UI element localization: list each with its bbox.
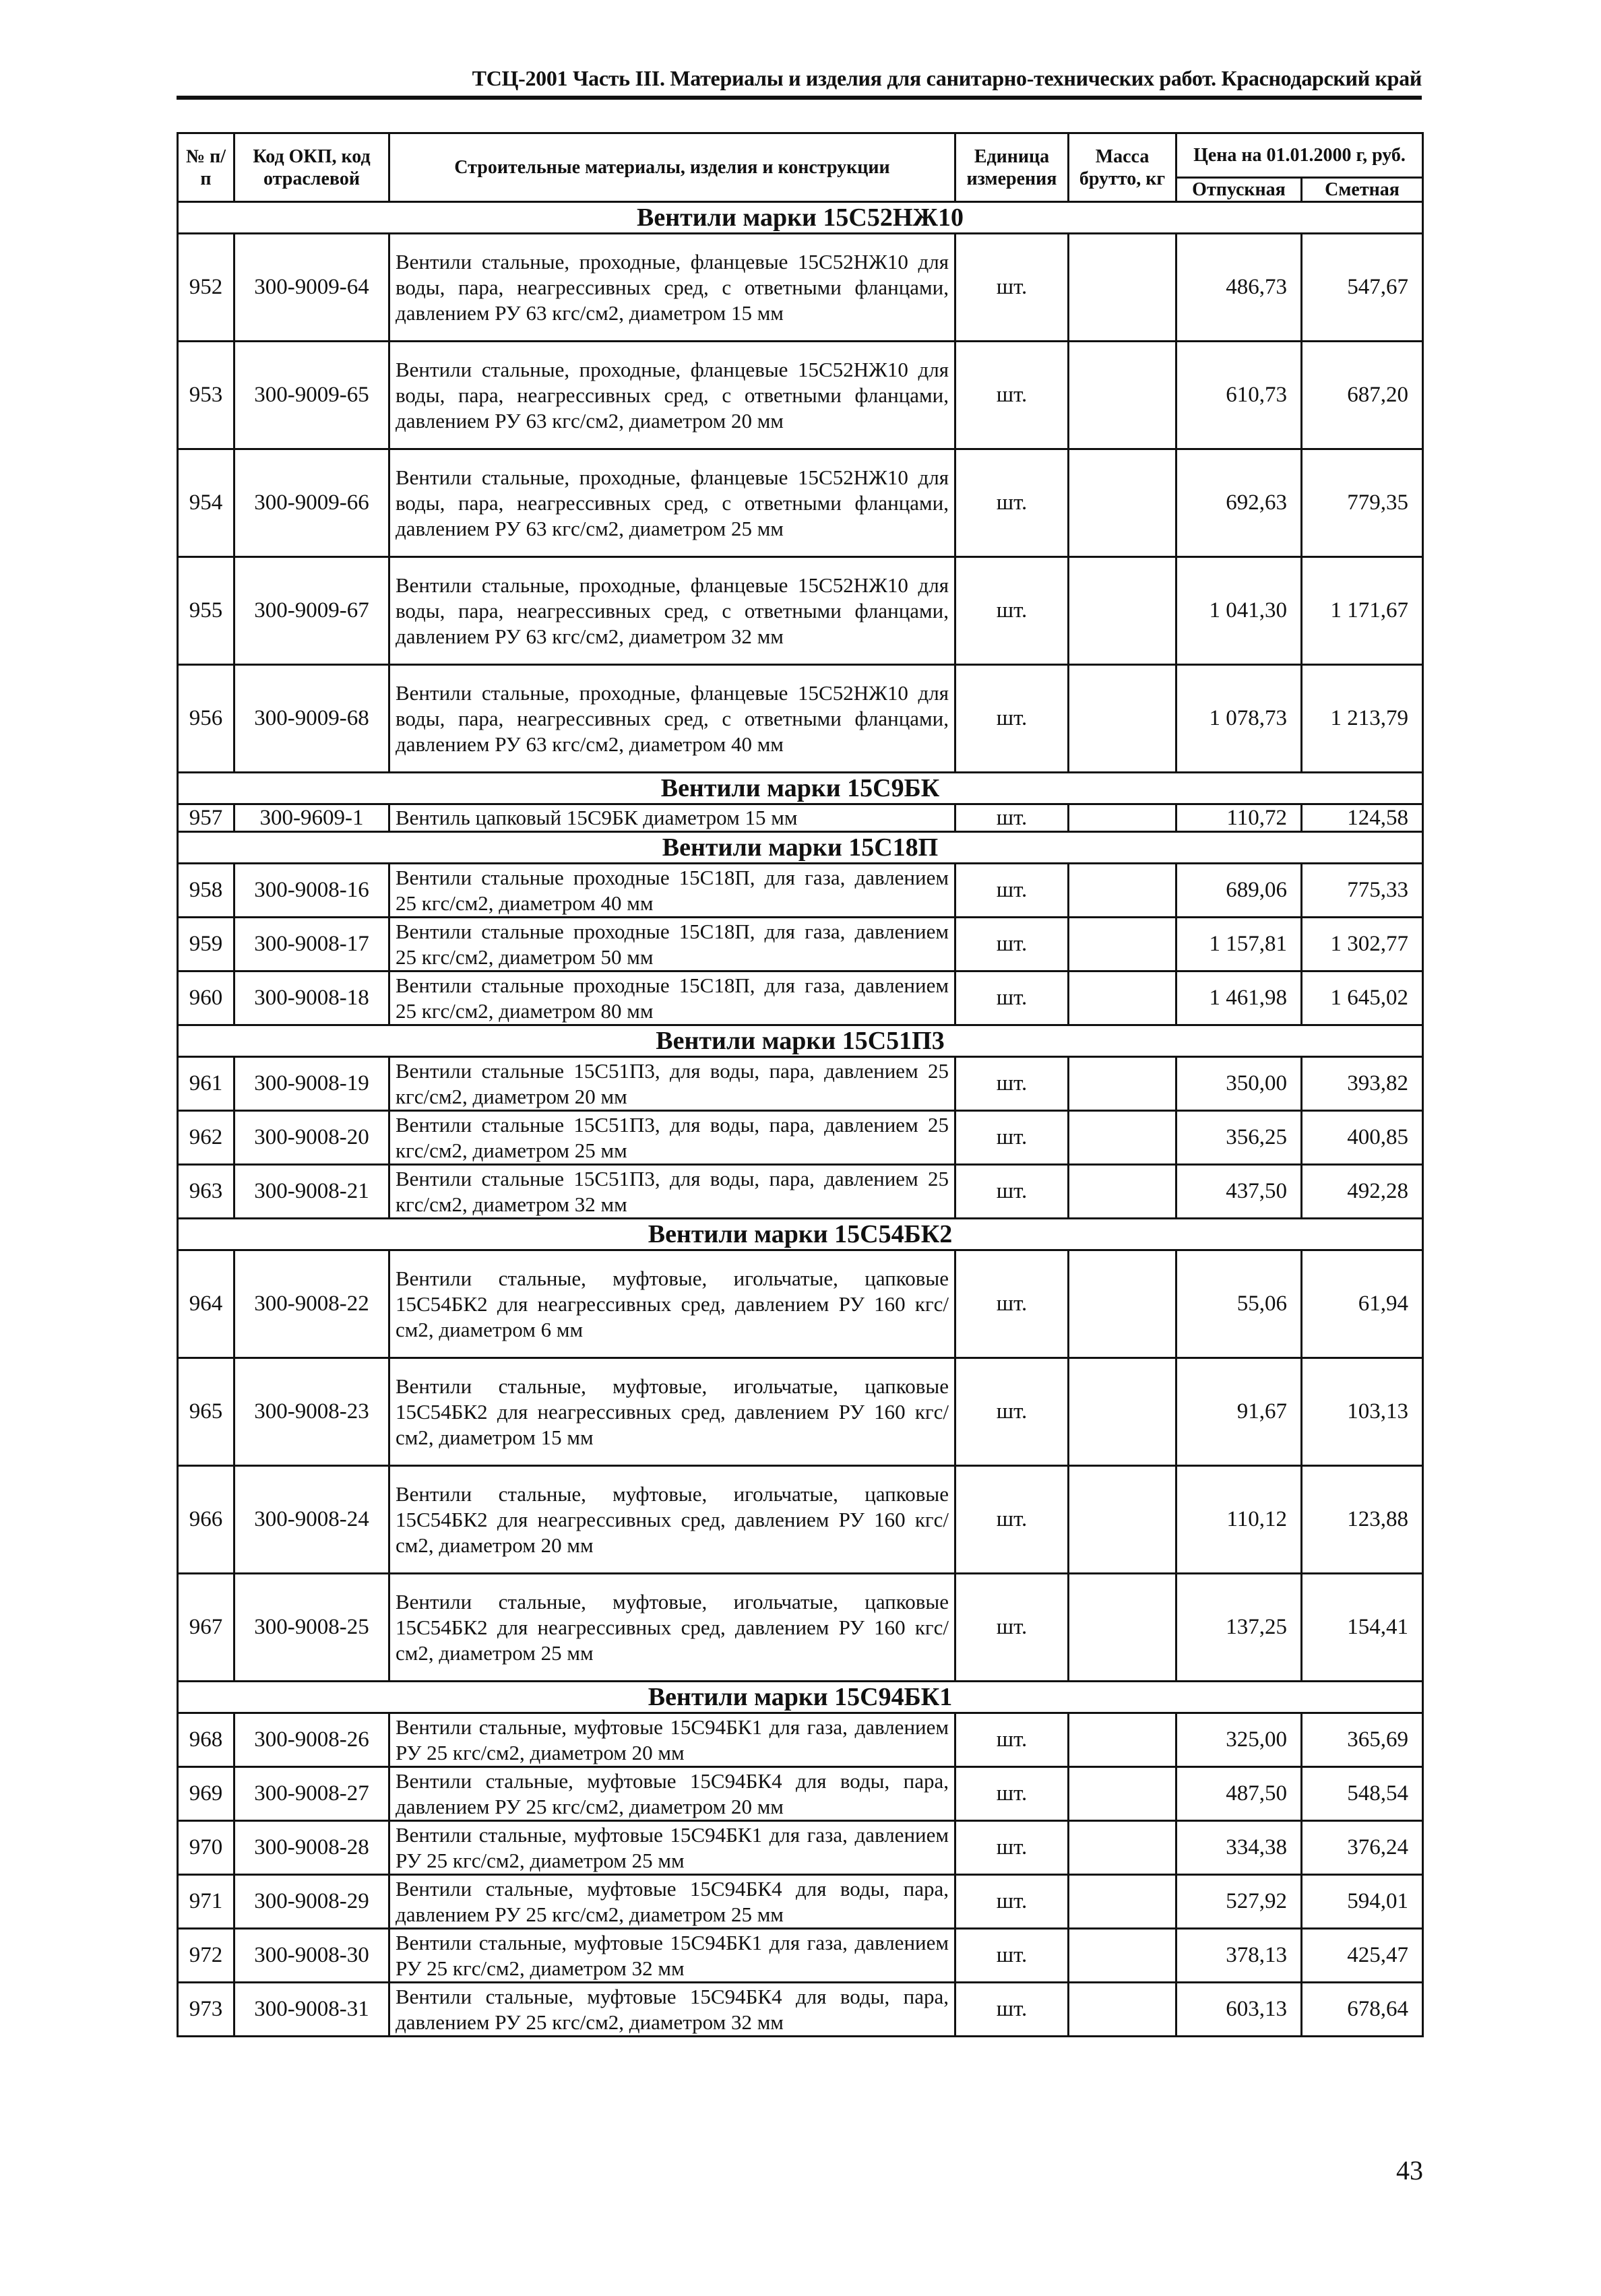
row-price-release: 1 157,81 xyxy=(1176,918,1302,971)
row-code: 300-9009-68 xyxy=(234,665,389,773)
col-header-price-release: Отпускная xyxy=(1176,178,1302,202)
row-mass xyxy=(1069,1929,1176,1983)
col-header-code: Код ОКП, код отраслевой xyxy=(234,133,389,202)
row-price-release: 110,12 xyxy=(1176,1466,1302,1574)
row-mass xyxy=(1069,1358,1176,1466)
row-price-estimate: 492,28 xyxy=(1302,1165,1423,1219)
row-price-estimate: 365,69 xyxy=(1302,1713,1423,1767)
col-header-mass: Масса брутто, кг xyxy=(1069,133,1176,202)
row-price-release: 603,13 xyxy=(1176,1983,1302,2037)
row-num: 959 xyxy=(178,918,234,971)
row-price-estimate: 687,20 xyxy=(1302,342,1423,449)
row-description: Вентили стальные, муфтовые 15С94БК1 для газа, давлением РУ 25 кгс/см2, диаметром 25 мм xyxy=(389,1821,955,1875)
row-num: 960 xyxy=(178,971,234,1025)
row-price-estimate: 376,24 xyxy=(1302,1821,1423,1875)
row-unit: шт. xyxy=(955,665,1069,773)
row-unit: шт. xyxy=(955,1875,1069,1929)
row-num: 971 xyxy=(178,1875,234,1929)
table-row xyxy=(178,804,1423,832)
row-price-release: 55,06 xyxy=(1176,1250,1302,1358)
row-mass xyxy=(1069,918,1176,971)
row-description: Вентили стальные, проходные, фланцевые 15С52НЖ10 для воды, пара, неагрессивных сред, с ответными фланцами, давлением РУ 63 кгс/см2, диаметром 20 мм xyxy=(389,342,955,449)
row-mass xyxy=(1069,1713,1176,1767)
row-unit: шт. xyxy=(955,1983,1069,2037)
table-body xyxy=(178,202,1423,2037)
row-description: Вентили стальные 15С51П3, для воды, пара, давлением 25 кгс/см2, диаметром 25 мм xyxy=(389,1111,955,1165)
row-code: 300-9008-20 xyxy=(234,1111,389,1165)
row-price-release: 325,00 xyxy=(1176,1713,1302,1767)
row-mass xyxy=(1069,1767,1176,1821)
row-description: Вентили стальные, муфтовые, игольчатые, цапковые 15С54БК2 для неагрессивных сред, давлением РУ 160 кгс/см2, диаметром 6 мм xyxy=(389,1250,955,1358)
row-price-estimate: 400,85 xyxy=(1302,1111,1423,1165)
section-title: Вентили марки 15С51П3 xyxy=(178,1025,1423,1057)
table-row xyxy=(178,1875,1423,1929)
table-row xyxy=(178,1358,1423,1466)
table-row xyxy=(178,1713,1423,1767)
row-price-estimate: 123,88 xyxy=(1302,1466,1423,1574)
row-unit: шт. xyxy=(955,1358,1069,1466)
row-code: 300-9008-25 xyxy=(234,1574,389,1682)
row-mass xyxy=(1069,971,1176,1025)
row-price-release: 1 078,73 xyxy=(1176,665,1302,773)
row-description: Вентили стальные, проходные, фланцевые 15С52НЖ10 для воды, пара, неагрессивных сред, с ответными фланцами, давлением РУ 63 кгс/см2, диаметром 32 мм xyxy=(389,557,955,665)
table-row xyxy=(178,1111,1423,1165)
table-row xyxy=(178,1767,1423,1821)
section-title: Вентили марки 15С18П xyxy=(178,832,1423,864)
col-header-unit: Единица измерения xyxy=(955,133,1069,202)
table-row xyxy=(178,1983,1423,2037)
row-code: 300-9008-27 xyxy=(234,1767,389,1821)
row-description: Вентили стальные проходные 15С18П, для газа, давлением 25 кгс/см2, диаметром 50 мм xyxy=(389,918,955,971)
row-mass xyxy=(1069,1057,1176,1111)
table-row xyxy=(178,1929,1423,1983)
section-heading-row xyxy=(178,1219,1423,1250)
row-price-estimate: 124,58 xyxy=(1302,804,1423,832)
row-num: 963 xyxy=(178,1165,234,1219)
section-heading-row xyxy=(178,773,1423,804)
row-mass xyxy=(1069,1111,1176,1165)
row-description: Вентили стальные проходные 15С18П, для газа, давлением 25 кгс/см2, диаметром 40 мм xyxy=(389,864,955,918)
row-num: 958 xyxy=(178,864,234,918)
row-num: 952 xyxy=(178,234,234,342)
row-price-estimate: 1 171,67 xyxy=(1302,557,1423,665)
section-title: Вентили марки 15С54БК2 xyxy=(178,1219,1423,1250)
row-unit: шт. xyxy=(955,1466,1069,1574)
col-header-price-estimate: Сметная xyxy=(1302,178,1423,202)
row-price-estimate: 1 645,02 xyxy=(1302,971,1423,1025)
section-title: Вентили марки 15С94БК1 xyxy=(178,1682,1423,1713)
row-price-release: 356,25 xyxy=(1176,1111,1302,1165)
row-price-estimate: 1 213,79 xyxy=(1302,665,1423,773)
row-mass xyxy=(1069,1574,1176,1682)
table-row xyxy=(178,918,1423,971)
row-price-estimate: 547,67 xyxy=(1302,234,1423,342)
row-description: Вентили стальные, муфтовые 15С94БК4 для воды, пара, давлением РУ 25 кгс/см2, диаметром 32 мм xyxy=(389,1983,955,2037)
row-price-release: 692,63 xyxy=(1176,449,1302,557)
row-mass xyxy=(1069,1165,1176,1219)
row-price-release: 1 461,98 xyxy=(1176,971,1302,1025)
row-unit: шт. xyxy=(955,1057,1069,1111)
row-code: 300-9008-23 xyxy=(234,1358,389,1466)
row-price-release: 1 041,30 xyxy=(1176,557,1302,665)
row-mass xyxy=(1069,804,1176,832)
row-price-estimate: 594,01 xyxy=(1302,1875,1423,1929)
row-price-estimate: 678,64 xyxy=(1302,1983,1423,2037)
row-mass xyxy=(1069,864,1176,918)
row-unit: шт. xyxy=(955,804,1069,832)
row-price-estimate: 548,54 xyxy=(1302,1767,1423,1821)
row-code: 300-9008-18 xyxy=(234,971,389,1025)
table-row xyxy=(178,234,1423,342)
table-row xyxy=(178,1057,1423,1111)
header-title: ТСЦ-2001 Часть III. Материалы и изделия для санитарно-технических работ. Краснодарский край xyxy=(472,66,1422,90)
table-row xyxy=(178,557,1423,665)
row-mass xyxy=(1069,665,1176,773)
row-price-estimate: 425,47 xyxy=(1302,1929,1423,1983)
row-code: 300-9008-21 xyxy=(234,1165,389,1219)
row-mass xyxy=(1069,1983,1176,2037)
col-header-price: Цена на 01.01.2000 г, руб. xyxy=(1176,133,1423,178)
section-heading-row xyxy=(178,202,1423,234)
row-num: 972 xyxy=(178,1929,234,1983)
row-code: 300-9609-1 xyxy=(234,804,389,832)
row-description: Вентили стальные 15С51П3, для воды, пара, давлением 25 кгс/см2, диаметром 20 мм xyxy=(389,1057,955,1111)
row-mass xyxy=(1069,1466,1176,1574)
row-price-estimate: 393,82 xyxy=(1302,1057,1423,1111)
row-price-estimate: 779,35 xyxy=(1302,449,1423,557)
row-price-release: 487,50 xyxy=(1176,1767,1302,1821)
row-price-release: 350,00 xyxy=(1176,1057,1302,1111)
row-code: 300-9008-19 xyxy=(234,1057,389,1111)
row-num: 954 xyxy=(178,449,234,557)
row-unit: шт. xyxy=(955,557,1069,665)
row-mass xyxy=(1069,1875,1176,1929)
col-header-num: № п/п xyxy=(178,133,234,202)
table-header xyxy=(178,133,1423,202)
row-code: 300-9008-16 xyxy=(234,864,389,918)
row-description: Вентиль цапковый 15С9БК диаметром 15 мм xyxy=(389,804,955,832)
row-num: 964 xyxy=(178,1250,234,1358)
row-code: 300-9008-24 xyxy=(234,1466,389,1574)
row-code: 300-9009-66 xyxy=(234,449,389,557)
row-price-release: 334,38 xyxy=(1176,1821,1302,1875)
row-unit: шт. xyxy=(955,1929,1069,1983)
row-unit: шт. xyxy=(955,234,1069,342)
row-description: Вентили стальные, проходные, фланцевые 15С52НЖ10 для воды, пара, неагрессивных сред, с ответными фланцами, давлением РУ 63 кгс/см2, диаметром 15 мм xyxy=(389,234,955,342)
row-price-release: 137,25 xyxy=(1176,1574,1302,1682)
row-description: Вентили стальные, муфтовые, игольчатые, цапковые 15С54БК2 для неагрессивных сред, давлением РУ 160 кгс/см2, диаметром 20 мм xyxy=(389,1466,955,1574)
row-num: 962 xyxy=(178,1111,234,1165)
section-heading-row xyxy=(178,1682,1423,1713)
row-description: Вентили стальные, муфтовые, игольчатые, цапковые 15С54БК2 для неагрессивных сред, давлением РУ 160 кгс/см2, диаметром 25 мм xyxy=(389,1574,955,1682)
row-code: 300-9008-31 xyxy=(234,1983,389,2037)
row-code: 300-9008-29 xyxy=(234,1875,389,1929)
row-code: 300-9009-67 xyxy=(234,557,389,665)
section-title: Вентили марки 15С52НЖ10 xyxy=(178,202,1423,234)
table-row xyxy=(178,665,1423,773)
row-unit: шт. xyxy=(955,864,1069,918)
row-num: 970 xyxy=(178,1821,234,1875)
row-num: 967 xyxy=(178,1574,234,1682)
row-unit: шт. xyxy=(955,1250,1069,1358)
row-code: 300-9008-28 xyxy=(234,1821,389,1875)
row-unit: шт. xyxy=(955,971,1069,1025)
row-price-release: 610,73 xyxy=(1176,342,1302,449)
section-heading-row xyxy=(178,832,1423,864)
table-row xyxy=(178,1821,1423,1875)
page-number: 43 xyxy=(1396,2155,1423,2186)
row-num: 955 xyxy=(178,557,234,665)
row-num: 965 xyxy=(178,1358,234,1466)
row-code: 300-9008-17 xyxy=(234,918,389,971)
row-price-release: 437,50 xyxy=(1176,1165,1302,1219)
row-description: Вентили стальные 15С51П3, для воды, пара, давлением 25 кгс/см2, диаметром 32 мм xyxy=(389,1165,955,1219)
row-description: Вентили стальные, муфтовые, игольчатые, цапковые 15С54БК2 для неагрессивных сред, давлением РУ 160 кгс/см2, диаметром 15 мм xyxy=(389,1358,955,1466)
table-row xyxy=(178,1165,1423,1219)
row-unit: шт. xyxy=(955,1165,1069,1219)
row-unit: шт. xyxy=(955,1767,1069,1821)
section-heading-row xyxy=(178,1025,1423,1057)
row-num: 966 xyxy=(178,1466,234,1574)
page-header xyxy=(177,65,1422,100)
row-price-estimate: 775,33 xyxy=(1302,864,1423,918)
row-unit: шт. xyxy=(955,449,1069,557)
section-title: Вентили марки 15С9БК xyxy=(178,773,1423,804)
row-price-estimate: 1 302,77 xyxy=(1302,918,1423,971)
row-price-release: 91,67 xyxy=(1176,1358,1302,1466)
row-price-estimate: 61,94 xyxy=(1302,1250,1423,1358)
table-row xyxy=(178,971,1423,1025)
row-price-release: 486,73 xyxy=(1176,234,1302,342)
row-price-release: 378,13 xyxy=(1176,1929,1302,1983)
row-unit: шт. xyxy=(955,918,1069,971)
row-unit: шт. xyxy=(955,1713,1069,1767)
row-price-release: 110,72 xyxy=(1176,804,1302,832)
row-price-estimate: 103,13 xyxy=(1302,1358,1423,1466)
row-unit: шт. xyxy=(955,342,1069,449)
row-mass xyxy=(1069,234,1176,342)
row-mass xyxy=(1069,1821,1176,1875)
row-description: Вентили стальные, муфтовые 15С94БК4 для воды, пара, давлением РУ 25 кгс/см2, диаметром 20 мм xyxy=(389,1767,955,1821)
row-unit: шт. xyxy=(955,1574,1069,1682)
row-mass xyxy=(1069,1250,1176,1358)
row-mass xyxy=(1069,557,1176,665)
price-table xyxy=(177,132,1424,2037)
table-row xyxy=(178,1250,1423,1358)
table-row xyxy=(178,449,1423,557)
row-num: 953 xyxy=(178,342,234,449)
row-code: 300-9009-65 xyxy=(234,342,389,449)
row-num: 969 xyxy=(178,1767,234,1821)
row-description: Вентили стальные, проходные, фланцевые 15С52НЖ10 для воды, пара, неагрессивных сред, с ответными фланцами, давлением РУ 63 кгс/см2, диаметром 40 мм xyxy=(389,665,955,773)
row-description: Вентили стальные, муфтовые 15С94БК1 для газа, давлением РУ 25 кгс/см2, диаметром 32 мм xyxy=(389,1929,955,1983)
row-num: 968 xyxy=(178,1713,234,1767)
row-num: 956 xyxy=(178,665,234,773)
table-row xyxy=(178,864,1423,918)
row-price-release: 527,92 xyxy=(1176,1875,1302,1929)
row-mass xyxy=(1069,449,1176,557)
row-price-estimate: 154,41 xyxy=(1302,1574,1423,1682)
row-mass xyxy=(1069,342,1176,449)
table-row xyxy=(178,1574,1423,1682)
table-row xyxy=(178,1466,1423,1574)
row-code: 300-9008-30 xyxy=(234,1929,389,1983)
row-description: Вентили стальные, проходные, фланцевые 15С52НЖ10 для воды, пара, неагрессивных сред, с ответными фланцами, давлением РУ 63 кгс/см2, диаметром 25 мм xyxy=(389,449,955,557)
table-row xyxy=(178,342,1423,449)
row-description: Вентили стальные, муфтовые 15С94БК1 для газа, давлением РУ 25 кгс/см2, диаметром 20 мм xyxy=(389,1713,955,1767)
row-unit: шт. xyxy=(955,1111,1069,1165)
row-code: 300-9009-64 xyxy=(234,234,389,342)
row-num: 957 xyxy=(178,804,234,832)
row-code: 300-9008-26 xyxy=(234,1713,389,1767)
row-description: Вентили стальные проходные 15С18П, для газа, давлением 25 кгс/см2, диаметром 80 мм xyxy=(389,971,955,1025)
col-header-desc: Строительные материалы, изделия и конструкции xyxy=(389,133,955,202)
row-unit: шт. xyxy=(955,1821,1069,1875)
row-num: 961 xyxy=(178,1057,234,1111)
row-description: Вентили стальные, муфтовые 15С94БК4 для воды, пара, давлением РУ 25 кгс/см2, диаметром 25 мм xyxy=(389,1875,955,1929)
row-code: 300-9008-22 xyxy=(234,1250,389,1358)
row-price-release: 689,06 xyxy=(1176,864,1302,918)
row-num: 973 xyxy=(178,1983,234,2037)
